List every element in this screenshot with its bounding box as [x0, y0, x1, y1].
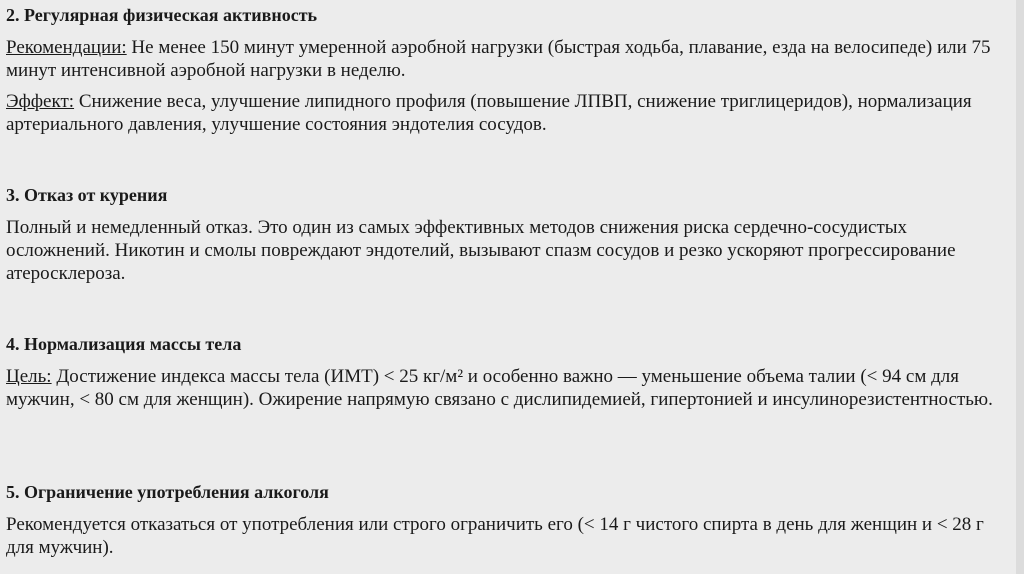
goal-label: Цель:: [6, 366, 52, 387]
goal-text: Достижение индекса массы тела (ИМТ) < 25 кг/м² и особенно важно — уменьшение объема талии (< 94 см для мужчин, < 80 см для женщин). Ожирение напрямую связано с дислипидемией, гипертонией и инсулинорезистентностью.: [6, 366, 993, 410]
alcohol-paragraph: Рекомендуется отказаться от употребления или строго ограничить его (< 14 г чистого спирта в день для женщин и < 28 г для мужчин).: [6, 514, 984, 558]
effect-paragraph: [6, 90, 1010, 136]
section-heading: 2. Регулярная физическая активность: [6, 5, 318, 25]
section-physical-activity: [6, 4, 1010, 136]
section-heading: 5. Ограничение употребления алкоголя: [6, 482, 329, 502]
section-smoking-cessation: [6, 184, 1010, 285]
section-weight-normalization: [6, 333, 1010, 411]
recommendations-label: Рекомендации:: [6, 37, 127, 58]
goal-paragraph: [6, 365, 1010, 411]
section-alcohol-limitation: [6, 481, 1010, 559]
section-heading: 3. Отказ от курения: [6, 185, 168, 205]
section-heading: 4. Нормализация массы тела: [6, 334, 242, 354]
effect-text: Снижение веса, улучшение липидного профиля (повышение ЛПВП, снижение триглицеридов), нормализация артериального давления, улучшение состояния эндотелия сосудов.: [6, 91, 972, 135]
smoking-paragraph: Полный и немедленный отказ. Это один из самых эффективных методов снижения риска сердечно-сосудистых осложнений. Никотин и смолы повреждают эндотелий, вызывают спазм сосудов и резко ускоряют прогрессирование атеросклероза.: [6, 217, 956, 284]
slide-edge-shade: [1016, 0, 1024, 574]
effect-label: Эффект:: [6, 91, 75, 112]
recommendations-paragraph: [6, 36, 1010, 82]
recommendations-text: Не менее 150 минут умеренной аэробной нагрузки (быстрая ходьба, плавание, езда на велосипеде) или 75 минут интенсивной аэробной нагрузки в неделю.: [6, 37, 991, 81]
